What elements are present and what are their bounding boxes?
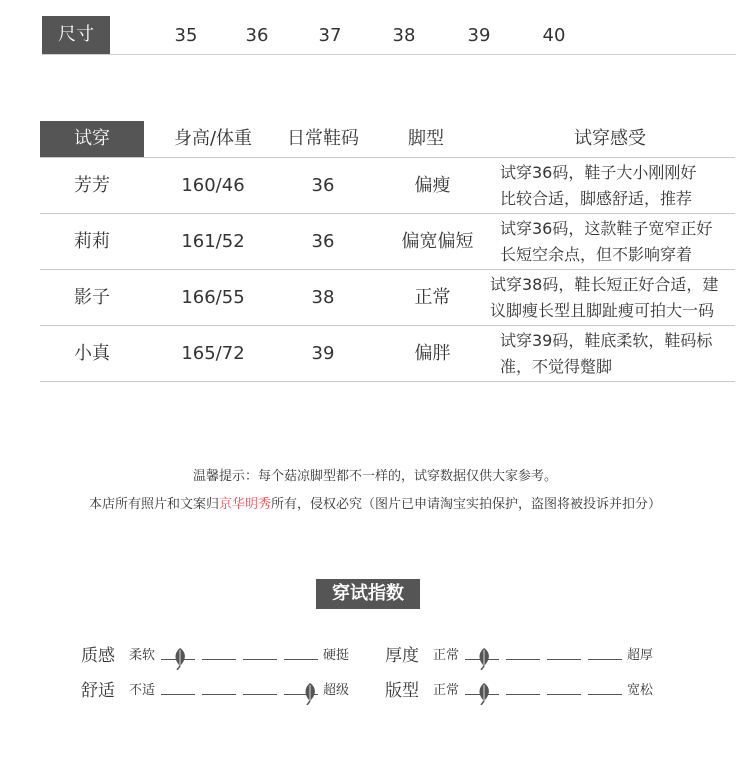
scale-fit	[385, 676, 665, 706]
table-row	[40, 270, 735, 326]
row-foot-type: 偏胖	[414, 343, 451, 364]
row-height-weight: 166/55	[181, 287, 245, 308]
tip-suffix: 所有，侵权必究（图片已申请淘宝实拍保护，盗图将被投诉并扣分）	[271, 497, 662, 512]
header-height-weight: 身高/体重	[173, 128, 253, 149]
feedback-line-2: 准，不觉得蹩脚	[500, 357, 613, 376]
scale-low-label: 正常	[433, 648, 460, 663]
leaf-marker-icon	[473, 646, 495, 670]
feedback-line-1: 试穿39码，鞋底柔软，鞋码标	[500, 331, 713, 350]
row-name: 影子	[74, 287, 110, 308]
feedback-line-1: 试穿38码，鞋长短正好合适，建	[490, 275, 719, 294]
header-foot-type: 脚型	[408, 128, 444, 149]
scale-label: 质感	[81, 646, 115, 666]
row-name: 芳芳	[74, 175, 110, 196]
row-height-weight: 165/72	[181, 343, 245, 364]
scale-low-label: 正常	[433, 683, 460, 698]
row-shoe-size: 36	[311, 231, 335, 252]
size-38: 38	[392, 25, 416, 46]
row-name: 莉莉	[74, 231, 110, 252]
scale-segment	[284, 659, 318, 660]
feedback-line-1: 试穿36码，这款鞋子宽窄正好	[500, 219, 713, 238]
row-shoe-size: 39	[311, 343, 335, 364]
feedback-line-2: 议脚瘦长型且脚趾瘦可拍大一码	[490, 301, 715, 320]
scale-low-label: 柔软	[129, 648, 156, 663]
size-40: 40	[542, 25, 566, 46]
scale-texture	[81, 641, 361, 671]
scale-segment	[243, 694, 277, 695]
scale-label: 舒适	[81, 681, 115, 701]
row-shoe-size: 38	[311, 287, 335, 308]
scale-segment	[161, 694, 195, 695]
scale-high-label: 超厚	[627, 648, 654, 663]
row-feedback	[500, 158, 735, 213]
scale-segment	[506, 694, 540, 695]
header-feedback: 试穿感受	[574, 128, 646, 149]
row-feedback	[490, 270, 735, 325]
row-foot-type: 偏宽偏短	[401, 231, 474, 252]
brand-name: 京华明秀	[218, 497, 271, 512]
row-feedback	[500, 326, 735, 381]
scale-thickness	[385, 641, 665, 671]
index-title: 穿试指数	[316, 579, 420, 609]
scale-comfort	[81, 676, 361, 706]
size-36: 36	[245, 25, 269, 46]
scale-segment	[588, 694, 622, 695]
tip-line-1: 温馨提示：每个菇凉脚型都不一样的，试穿数据仅供大家参考。	[192, 469, 557, 484]
feedback-line-2: 比较合适，脚感舒适，推荐	[500, 189, 693, 208]
header-tryon: 试穿	[40, 121, 144, 157]
scale-label: 厚度	[385, 646, 419, 666]
size-row	[42, 16, 736, 55]
row-name: 小真	[74, 343, 110, 364]
scale-segment	[506, 659, 540, 660]
table-row	[40, 157, 735, 214]
tip-prefix: 本店所有照片和文案归	[88, 497, 219, 512]
feedback-line-2: 长短空余点，但不影响穿着	[500, 245, 693, 264]
fit-table	[40, 121, 735, 382]
scale-high-label: 宽松	[627, 683, 654, 698]
row-height-weight: 160/46	[181, 175, 245, 196]
scale-high-label: 超级	[323, 683, 350, 698]
table-row	[40, 326, 735, 382]
tip-line-2	[0, 493, 750, 512]
scale-segment	[588, 659, 622, 660]
scale-segment	[202, 694, 236, 695]
table-row	[40, 214, 735, 270]
size-39: 39	[467, 25, 491, 46]
scale-segment	[202, 659, 236, 660]
feedback-line-1: 试穿36码，鞋子大小刚刚好	[500, 163, 697, 182]
leaf-marker-icon	[299, 681, 321, 705]
header-shoe-size: 日常鞋码	[287, 128, 359, 149]
scale-high-label: 硬挺	[323, 648, 350, 663]
fit-table-header	[40, 121, 735, 157]
scale-segment	[243, 659, 277, 660]
scale-label: 版型	[385, 681, 419, 701]
row-foot-type: 正常	[414, 287, 451, 308]
row-shoe-size: 36	[311, 175, 335, 196]
size-35: 35	[174, 25, 198, 46]
scale-low-label: 不适	[129, 683, 156, 698]
row-height-weight: 161/52	[181, 231, 245, 252]
size-37: 37	[318, 25, 342, 46]
leaf-marker-icon	[169, 646, 191, 670]
row-feedback	[500, 214, 735, 269]
size-label: 尺寸	[42, 16, 110, 54]
scale-segment	[547, 659, 581, 660]
scale-segment	[547, 694, 581, 695]
row-foot-type: 偏瘦	[414, 175, 451, 196]
leaf-marker-icon	[473, 681, 495, 705]
